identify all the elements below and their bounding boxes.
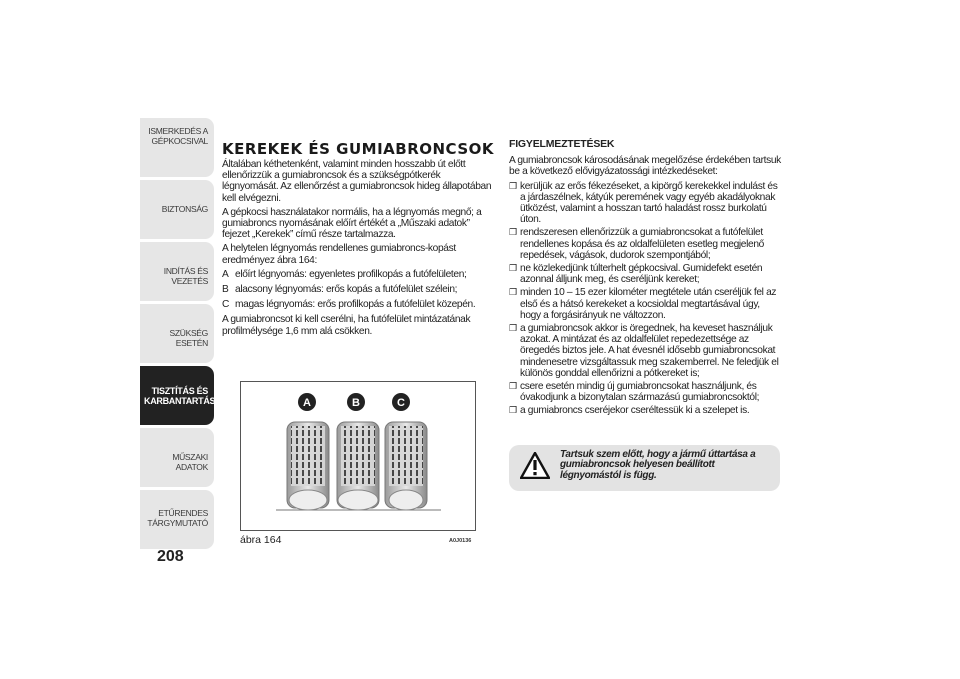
right-column — [509, 139, 781, 419]
bullet-icon: ❒ — [509, 323, 517, 334]
chapter-tabs — [140, 118, 214, 552]
tab-inditas[interactable]: INDÍTÁS ÉS VEZETÉS — [140, 242, 214, 301]
tab-muszaki[interactable]: MŰSZAKI ADATOK — [140, 428, 214, 487]
warning-text: Tartsuk szem előtt, hogy a jármű úttartása a gumiabroncsok helyesen beállított légnyomástól is függ. — [560, 449, 756, 481]
warning-triangle-icon — [520, 452, 550, 479]
list-item — [509, 287, 781, 321]
bullet-text: kerüljük az erős fékezéseket, a kipörgő kerekekkel indulást és a járdaszélnek, kátyúk peremének vagy egyéb akadályoknak ütközést, valamint a hosszan tartó haladást rossz burkolatú úton. — [520, 180, 778, 226]
bullet-text: a gumiabroncs cseréjekor cseréltessük ki a szelepet is. — [520, 405, 750, 417]
bullet-icon: ❒ — [509, 287, 517, 298]
list-text: magas légnyomás: erős profilkopás a futófelület közepén. — [235, 299, 476, 311]
bullet-text: csere esetén mindig új gumiabroncsokat használjunk, és óvakodjunk a bizonytalan származású gumiabroncsoktól; — [520, 381, 760, 404]
bullet-text: rendszeresen ellenőrizzük a gumiabroncsokat a futófelület rendellenes kopása és az oldalfelületen esetleg megjelenő repedések, vágások, dudorok szempontjából; — [520, 227, 764, 261]
tab-targymutato[interactable]: ETŰRENDES TÁRGYMUTATÓ — [140, 490, 214, 549]
list-text: előírt légnyomás: egyenletes profilkopás a futófelületen; — [235, 268, 467, 280]
list-item — [222, 284, 498, 295]
paragraph-1: Általában kéthetenként, valamint minden hosszabb út előtt ellenőrizzük a gumiabroncsok és a szükségpótkerék légnyomását. Az ellenőrzést a gumiabroncsok hideg állapotában kell elvégezni. — [222, 159, 492, 204]
bullet-icon: ❒ — [509, 180, 517, 191]
left-column — [222, 159, 498, 340]
bullet-icon: ❒ — [509, 405, 517, 416]
bullet-text: minden 10 – 15 ezer kilométer megtétele után cseréljük fel az első és a hátsó kerekeket a kocsioldal megtartásával úgy, hogy a forgásirányuk ne változzon. — [520, 287, 777, 321]
list-item — [509, 323, 781, 379]
bullet-text: ne közlekedjünk túlterhelt gépkocsival. Gumidefekt esetén azonnal álljunk meg, és cseréljünk kereket; — [520, 263, 763, 286]
bullet-icon: ❒ — [509, 227, 517, 238]
list-item — [509, 405, 781, 416]
list-item — [222, 269, 498, 280]
paragraph-2: A gépkocsi használatakor normális, ha a légnyomás megnő; a gumiabroncs nyomásának előírt értékét a „Műszaki adatok” fejezet „Kerekek” című része tartalmazza. — [222, 206, 482, 241]
tire-illustration — [241, 382, 475, 530]
bullet-icon: ❒ — [509, 263, 517, 274]
tab-ismerkedes[interactable]: ISMERKEDÉS A GÉPKOCSIVAL — [140, 118, 214, 177]
tire-a-icon — [287, 422, 329, 510]
tab-tisztitas[interactable]: TISZTÍTÁS ÉS KARBANTARTÁS — [140, 366, 214, 425]
list-item — [509, 181, 781, 226]
figure-code: A0J0136 — [449, 538, 472, 544]
bullet-icon: ❒ — [509, 381, 517, 392]
list-item — [509, 227, 781, 261]
label-b: B — [352, 397, 360, 409]
paragraph-3: A helytelen légnyomás rendellenes gumiabroncs-kopást eredményez ábra 164: — [222, 243, 456, 266]
warnings-heading: FIGYELMEZTETÉSEK — [509, 138, 615, 150]
label-c: C — [397, 397, 405, 409]
label-a: A — [303, 397, 311, 409]
tab-szukseg[interactable]: SZÜKSÉG ESETÉN — [140, 304, 214, 363]
list-item — [509, 381, 781, 403]
warning-box — [509, 445, 780, 491]
tire-c-icon — [385, 422, 427, 510]
paragraph-4: A gumiabroncsot ki kell cserélni, ha futófelület mintázatának profilmélysége 1,6 mm alá csökken. — [222, 314, 471, 337]
tab-biztonsag[interactable]: BIZTONSÁG — [140, 180, 214, 239]
tire-b-icon — [337, 422, 379, 510]
bullet-text: a gumiabroncsok akkor is öregednek, ha keveset használjuk azokat. A mintázat és az oldalfelület repedezettsége az öregedés biztos jele. A hat évesnél idősebb gumiabroncsokat mindenesetre vizsgáltassuk meg szakemberrel. Ne feledjük el különös gonddal ellenőrizni a pótkereket is; — [520, 323, 779, 379]
list-text: alacsony légnyomás: erős kopás a futófelület szélein; — [235, 284, 458, 296]
tire-wear-figure — [240, 381, 476, 531]
list-key: A — [222, 268, 229, 280]
list-item — [509, 263, 781, 285]
page-number: 208 — [157, 548, 184, 565]
list-item — [222, 299, 498, 310]
list-key: B — [222, 284, 229, 296]
warnings-intro: A gumiabroncsok károsodásának megelőzése érdekében tartsuk be a következő elővigyázatossági intézkedéseket: — [509, 155, 781, 178]
figure-caption: ábra 164 — [240, 534, 282, 546]
section-title: KEREKEK ÉS GUMIABRONCSOK — [222, 140, 495, 158]
list-key: C — [222, 299, 230, 311]
